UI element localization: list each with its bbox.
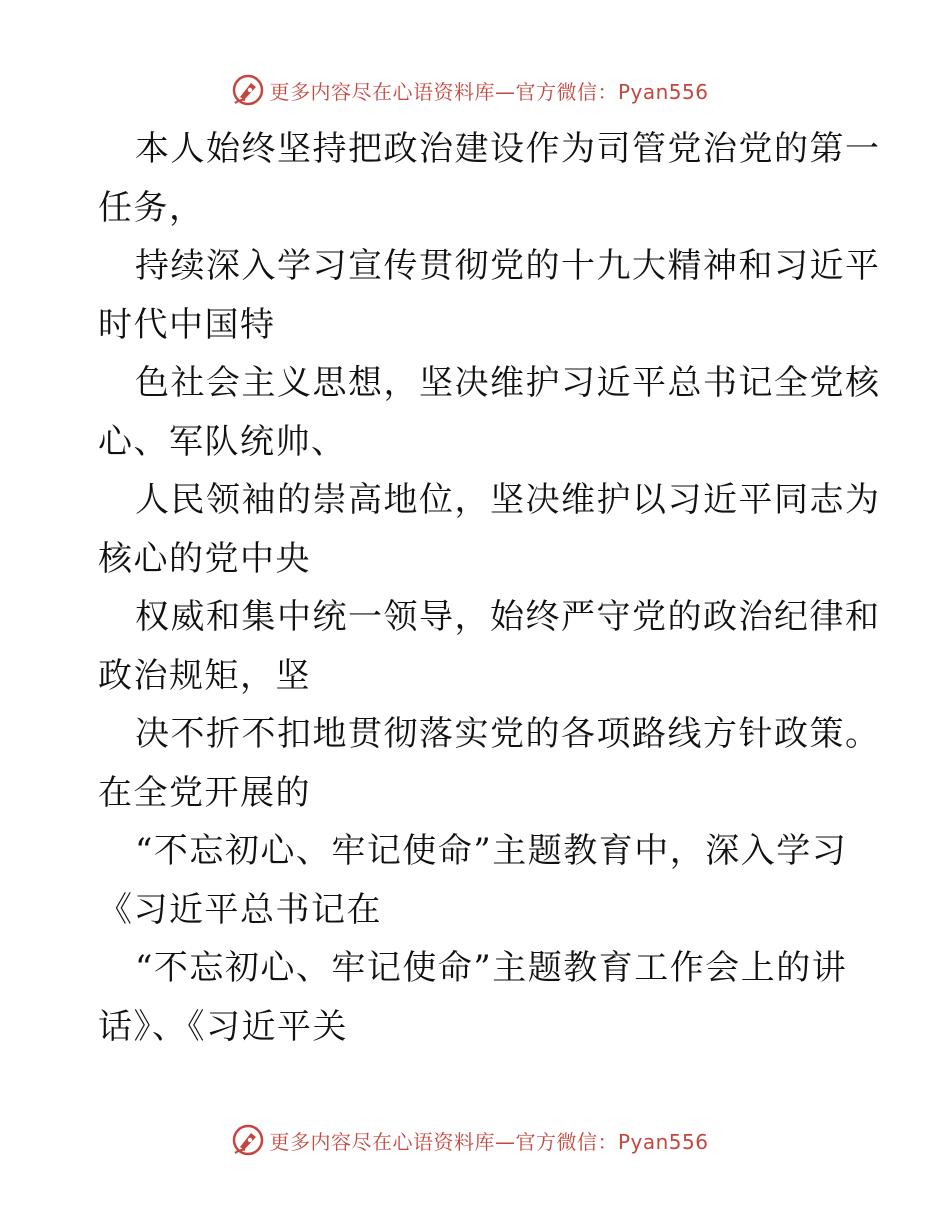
body-line: 时代中国特 xyxy=(98,304,276,345)
document-body xyxy=(98,120,881,1056)
body-line: “不忘初心、牢记使命”主题教育工作会上的讲 xyxy=(135,948,848,988)
body-line: 核心的党中央 xyxy=(98,538,311,579)
footer-watermark-inner xyxy=(231,1123,708,1157)
body-line: 在全党开展的 xyxy=(98,772,311,813)
body-line: 人民领袖的崇高地位，坚决维护以习近平同志为 xyxy=(135,480,881,520)
body-line: 任务， xyxy=(98,187,205,228)
body-line: “不忘初心、牢记使命”主题教育中，深入学习 xyxy=(135,831,848,871)
pen-nib-logo-icon xyxy=(231,1123,265,1157)
header-watermark-inner xyxy=(231,73,708,107)
body-line: 决不折不扣地贯彻落实党的各项路线方针政策。 xyxy=(135,714,881,754)
body-line: 本人始终坚持把政治建设作为司管党治党的第一 xyxy=(135,129,881,169)
header-watermark xyxy=(0,70,950,110)
body-line: 权威和集中统一领导，始终严守党的政治纪律和 xyxy=(135,597,881,637)
header-watermark-text: 更多内容尽在心语资料库—官方微信：Pyan556 xyxy=(269,79,709,104)
body-line: 持续深入学习宣传贯彻党的十九大精神和习近平 xyxy=(135,246,881,286)
body-line: 心、军队统帅、 xyxy=(98,421,347,462)
pen-nib-logo-icon xyxy=(231,73,265,107)
body-line: 话》、《习近平关 xyxy=(98,1006,348,1047)
body-line: 《习近平总书记在 xyxy=(98,889,382,930)
body-line: 色社会主义思想，坚决维护习近平总书记全党核 xyxy=(135,363,881,403)
footer-watermark-text: 更多内容尽在心语资料库—官方微信：Pyan556 xyxy=(269,1129,709,1154)
body-line: 政治规矩，坚 xyxy=(98,655,311,696)
footer-watermark xyxy=(0,1120,950,1160)
